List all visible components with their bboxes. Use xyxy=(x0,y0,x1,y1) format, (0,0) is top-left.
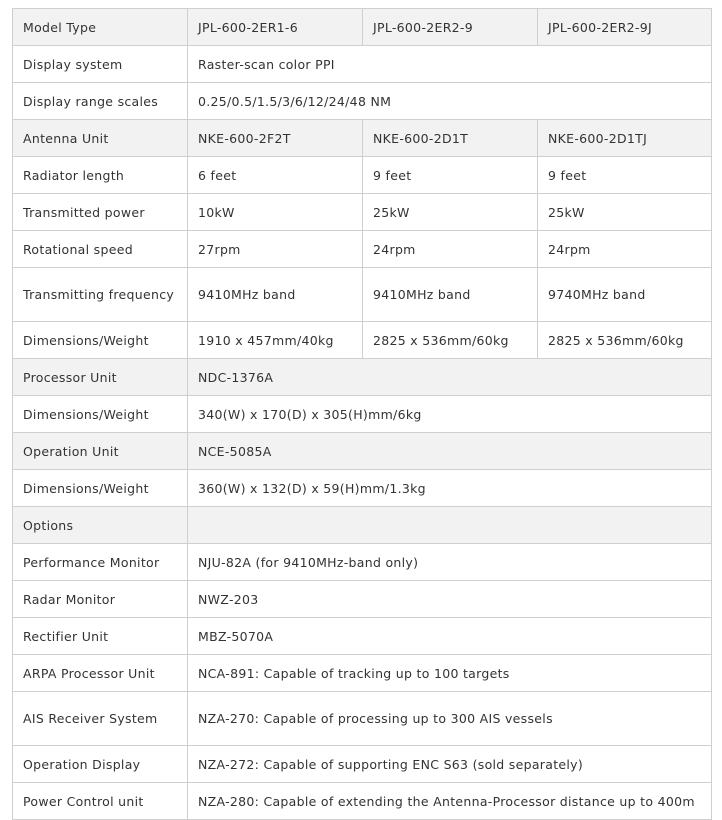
row-value: NZA-270: Capable of processing up to 300 AIS vessels xyxy=(188,692,712,746)
table-row-radiator-length xyxy=(13,157,712,194)
antenna-cell: NKE-600-2D1TJ xyxy=(538,120,712,157)
table-cell: 1910 x 457mm/40kg xyxy=(188,322,363,359)
table-cell: 2825 x 536mm/60kg xyxy=(363,322,538,359)
row-value: 0.25/0.5/1.5/3/6/12/24/48 NM xyxy=(188,83,712,120)
table-cell: 9410MHz band xyxy=(188,268,363,322)
row-label: Antenna Unit xyxy=(13,120,188,157)
table-cell: 10kW xyxy=(188,194,363,231)
table-cell: 25kW xyxy=(363,194,538,231)
row-label: Options xyxy=(13,507,188,544)
table-row-transmitted-power xyxy=(13,194,712,231)
row-value: NWZ-203 xyxy=(188,581,712,618)
row-label: Power Control unit xyxy=(13,783,188,820)
row-label: Operation Display xyxy=(13,746,188,783)
row-label: Display system xyxy=(13,46,188,83)
row-label: Radar Monitor xyxy=(13,581,188,618)
table-row-antenna-unit xyxy=(13,120,712,157)
row-value: NJU-82A (for 9410MHz-band only) xyxy=(188,544,712,581)
row-value: NZA-280: Capable of extending the Antenna-Processor distance up to 400m xyxy=(188,783,712,820)
table-row-display-system xyxy=(13,46,712,83)
row-label: Performance Monitor xyxy=(13,544,188,581)
row-value: NZA-272: Capable of supporting ENC S63 (sold separately) xyxy=(188,746,712,783)
table-row-performance-monitor xyxy=(13,544,712,581)
table-row-antenna-dimensions xyxy=(13,322,712,359)
table-row-operation-unit xyxy=(13,433,712,470)
table-cell: 9 feet xyxy=(538,157,712,194)
table-cell: 9740MHz band xyxy=(538,268,712,322)
table-cell: 27rpm xyxy=(188,231,363,268)
table-cell: 2825 x 536mm/60kg xyxy=(538,322,712,359)
row-value: NCA-891: Capable of tracking up to 100 targets xyxy=(188,655,712,692)
table-row-options xyxy=(13,507,712,544)
row-label: Transmitting frequency xyxy=(13,268,188,322)
row-label: Display range scales xyxy=(13,83,188,120)
antenna-cell: NKE-600-2F2T xyxy=(188,120,363,157)
model-cell: JPL-600-2ER2-9 xyxy=(363,9,538,46)
table-row-power-control xyxy=(13,783,712,820)
row-value: 340(W) x 170(D) x 305(H)mm/6kg xyxy=(188,396,712,433)
table-row-radar-monitor xyxy=(13,581,712,618)
antenna-cell: NKE-600-2D1T xyxy=(363,120,538,157)
table-row-operation-display xyxy=(13,746,712,783)
table-row-arpa-processor xyxy=(13,655,712,692)
table-cell: 24rpm xyxy=(538,231,712,268)
table-cell: 9410MHz band xyxy=(363,268,538,322)
row-label: Dimensions/Weight xyxy=(13,396,188,433)
spec-table xyxy=(12,8,712,820)
row-value: 360(W) x 132(D) x 59(H)mm/1.3kg xyxy=(188,470,712,507)
row-label: Dimensions/Weight xyxy=(13,322,188,359)
table-row-processor-unit xyxy=(13,359,712,396)
row-label: ARPA Processor Unit xyxy=(13,655,188,692)
row-label: Rectifier Unit xyxy=(13,618,188,655)
table-cell: 24rpm xyxy=(363,231,538,268)
table-row-operation-dimensions xyxy=(13,470,712,507)
row-value: NCE-5085A xyxy=(188,433,712,470)
row-value: MBZ-5070A xyxy=(188,618,712,655)
row-value: NDC-1376A xyxy=(188,359,712,396)
table-row-rotational-speed xyxy=(13,231,712,268)
row-label: Processor Unit xyxy=(13,359,188,396)
row-label: Transmitted power xyxy=(13,194,188,231)
table-row-model-type xyxy=(13,9,712,46)
row-label: AIS Receiver System xyxy=(13,692,188,746)
table-cell: 9 feet xyxy=(363,157,538,194)
model-cell: JPL-600-2ER1-6 xyxy=(188,9,363,46)
table-row-processor-dimensions xyxy=(13,396,712,433)
row-value: Raster-scan color PPI xyxy=(188,46,712,83)
row-label: Model Type xyxy=(13,9,188,46)
table-cell: 6 feet xyxy=(188,157,363,194)
row-label: Radiator length xyxy=(13,157,188,194)
row-label: Rotational speed xyxy=(13,231,188,268)
table-row-transmitting-frequency xyxy=(13,268,712,322)
table-row-display-range xyxy=(13,83,712,120)
row-value xyxy=(188,507,712,544)
row-label: Operation Unit xyxy=(13,433,188,470)
model-cell: JPL-600-2ER2-9J xyxy=(538,9,712,46)
table-cell: 25kW xyxy=(538,194,712,231)
table-row-rectifier-unit xyxy=(13,618,712,655)
table-row-ais-receiver xyxy=(13,692,712,746)
row-label: Dimensions/Weight xyxy=(13,470,188,507)
